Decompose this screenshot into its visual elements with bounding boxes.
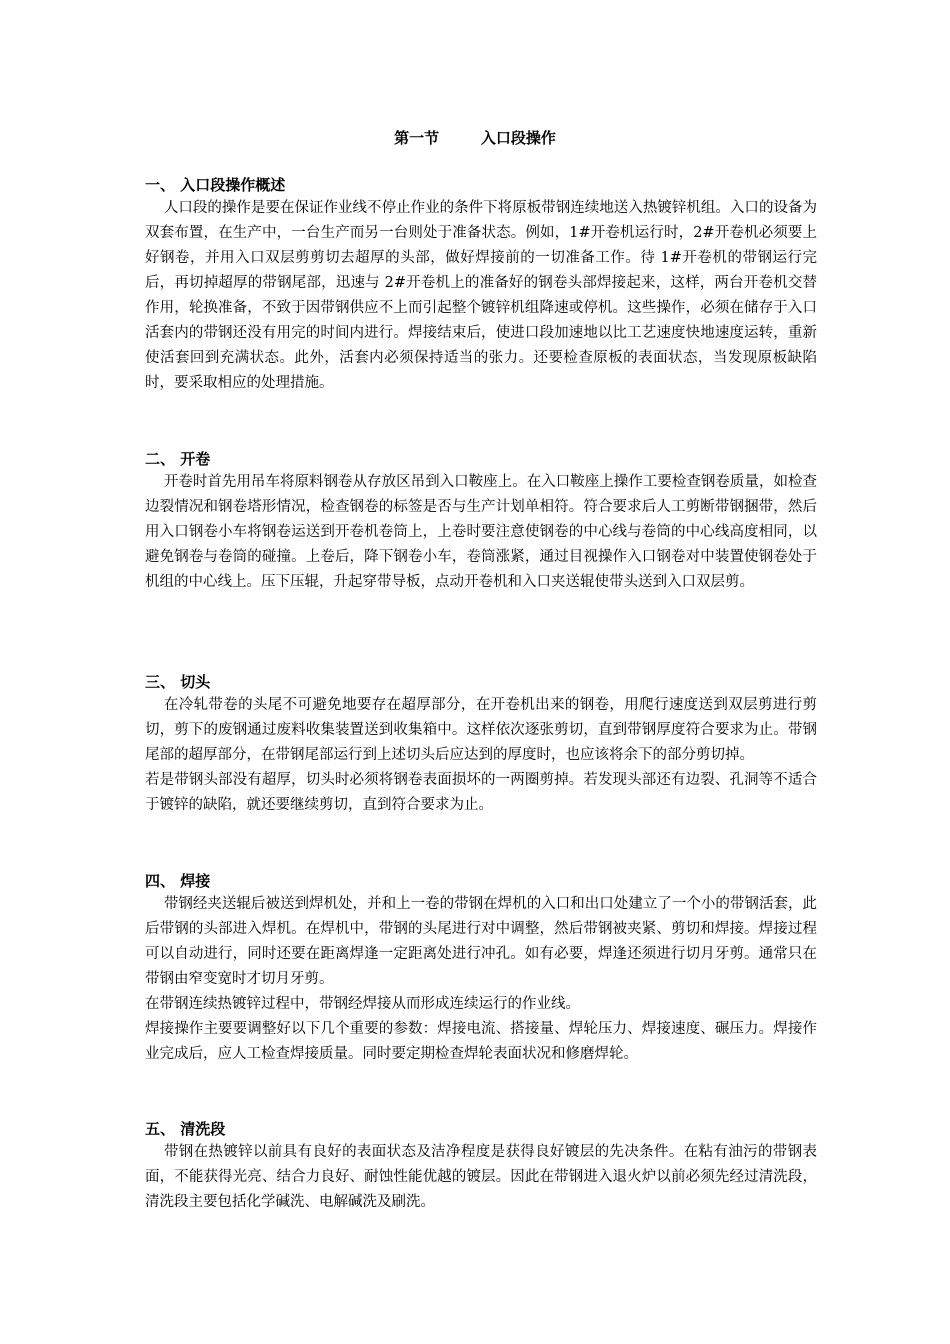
section-heading: 四、 焊接 (145, 872, 211, 890)
section-head-cutting (145, 671, 817, 818)
paragraph: 带钢在热镀锌以前具有良好的表面状态及洁净程度是获得良好镀层的先决条件。在粘有油污的带钢表面，不能获得光亮、结合力良好、耐蚀性能优越的镀层。因此在带钢进入退火炉以前必须先经过清洗段，清洗段主要包括化学碱洗、电解碱洗及刷洗。 (145, 1144, 817, 1210)
section-heading: 一、 入口段操作概述 (145, 176, 286, 194)
page-title: 第一节 入口段操作 (394, 129, 556, 147)
section-heading: 五、 清洗段 (145, 1120, 226, 1138)
section-overview (145, 174, 817, 396)
section-uncoiling (145, 448, 817, 595)
paragraph: 在冷轧带卷的头尾不可避免地要存在超厚部分，在开卷机出来的钢卷，用爬行速度送到双层剪进行剪切，剪下的废钢通过废料收集装置送到收集箱中。这样依次逐张剪切，直到带钢厚度符合要求为止。带钢尾部的超厚部分，在带钢尾部运行到上述切头后应达到的厚度时，也应该将余下的部分剪切掉。 (145, 697, 817, 763)
paragraph: 开卷时首先用吊车将原料钢卷从存放区吊到入口鞍座上。在入口鞍座上操作工要检查钢卷质量，如检查边裂情况和钢卷塔形情况，检查钢卷的标签是否与生产计划单相符。符合要求后人工剪断带钢捆带，然后用入口钢卷小车将钢卷运送到开卷机卷筒上，上卷时要注意使钢卷的中心线与卷筒的中心线高度相同，以避免钢卷与卷筒的碰撞。上卷后，降下钢卷小车，卷筒涨紧，通过目视操作入口钢卷对中装置使钢卷处于机组的中心线上。压下压辊，升起穿带导板，点动开卷机和入口夹送辊使带头送到入口双层剪。 (145, 474, 817, 590)
section-heading: 三、 切头 (145, 673, 211, 691)
paragraph: 若是带钢头部没有超厚，切头时必须将钢卷表面损坏的一两圈剪掉。若发现头部还有边裂、孔洞等不适合于镀锌的缺陷，就还要继续剪切，直到符合要求为止。 (145, 772, 817, 813)
section-heading: 二、 开卷 (145, 450, 211, 468)
paragraph: 人口段的操作是要在保证作业线不停止作业的条件下将原板带钢连续地送入热镀锌机组。入口的设备为双套布置，在生产中，一台生产而另一台则处于准备状态。例如，1#开卷机运行时，2#开卷机必须要上好钢卷，并用入口双层剪剪切去超厚的头部，做好焊接前的一切准备工作。待 1#开卷机的带钢运行完后，再切掉超厚的带钢尾部，迅速与 2#开卷机上的准备好的钢卷头部焊接起来，这样，两台开卷机交替作用，轮换准备，不致于因带钢供应不上而引起整个镀锌机组降速或停机。这些操作，必须在储存于入口活套内的带钢还没有用完的时间内进行。焊接结束后，使进口段加速地以比工艺速度快地速度运转，重新使活套回到充满状态。此外，活套内必须保持适当的张力。还要检查原板的表面状态，当发现原板缺陷时，要采取相应的处理措施。 (145, 200, 817, 391)
section-welding (145, 870, 817, 1067)
paragraph: 带钢经夹送辊后被送到焊机处，并和上一卷的带钢在焊机的入口和出口处建立了一个小的带钢活套，此后带钢的头部进入焊机。在焊机中，带钢的头尾进行对中调整，然后带钢被夹紧、剪切和焊接。焊接过程可以自动进行，同时还要在距离焊逢一定距离处进行冲孔。如有必要，焊逢还须进行切月牙剪。通常只在带钢由窄变宽时才切月牙剪。 (145, 896, 817, 987)
paragraph: 焊接操作主要要调整好以下几个重要的参数：焊接电流、搭接量、焊轮压力、焊接速度、碾压力。焊接作业完成后，应人工检查焊接质量。同时要定期检查焊轮表面状况和修磨焊轮。 (145, 1021, 817, 1062)
paragraph: 在带钢连续热镀锌过程中，带钢经焊接从而形成连续运行的作业线。 (145, 996, 580, 1012)
section-cleaning (145, 1118, 817, 1215)
